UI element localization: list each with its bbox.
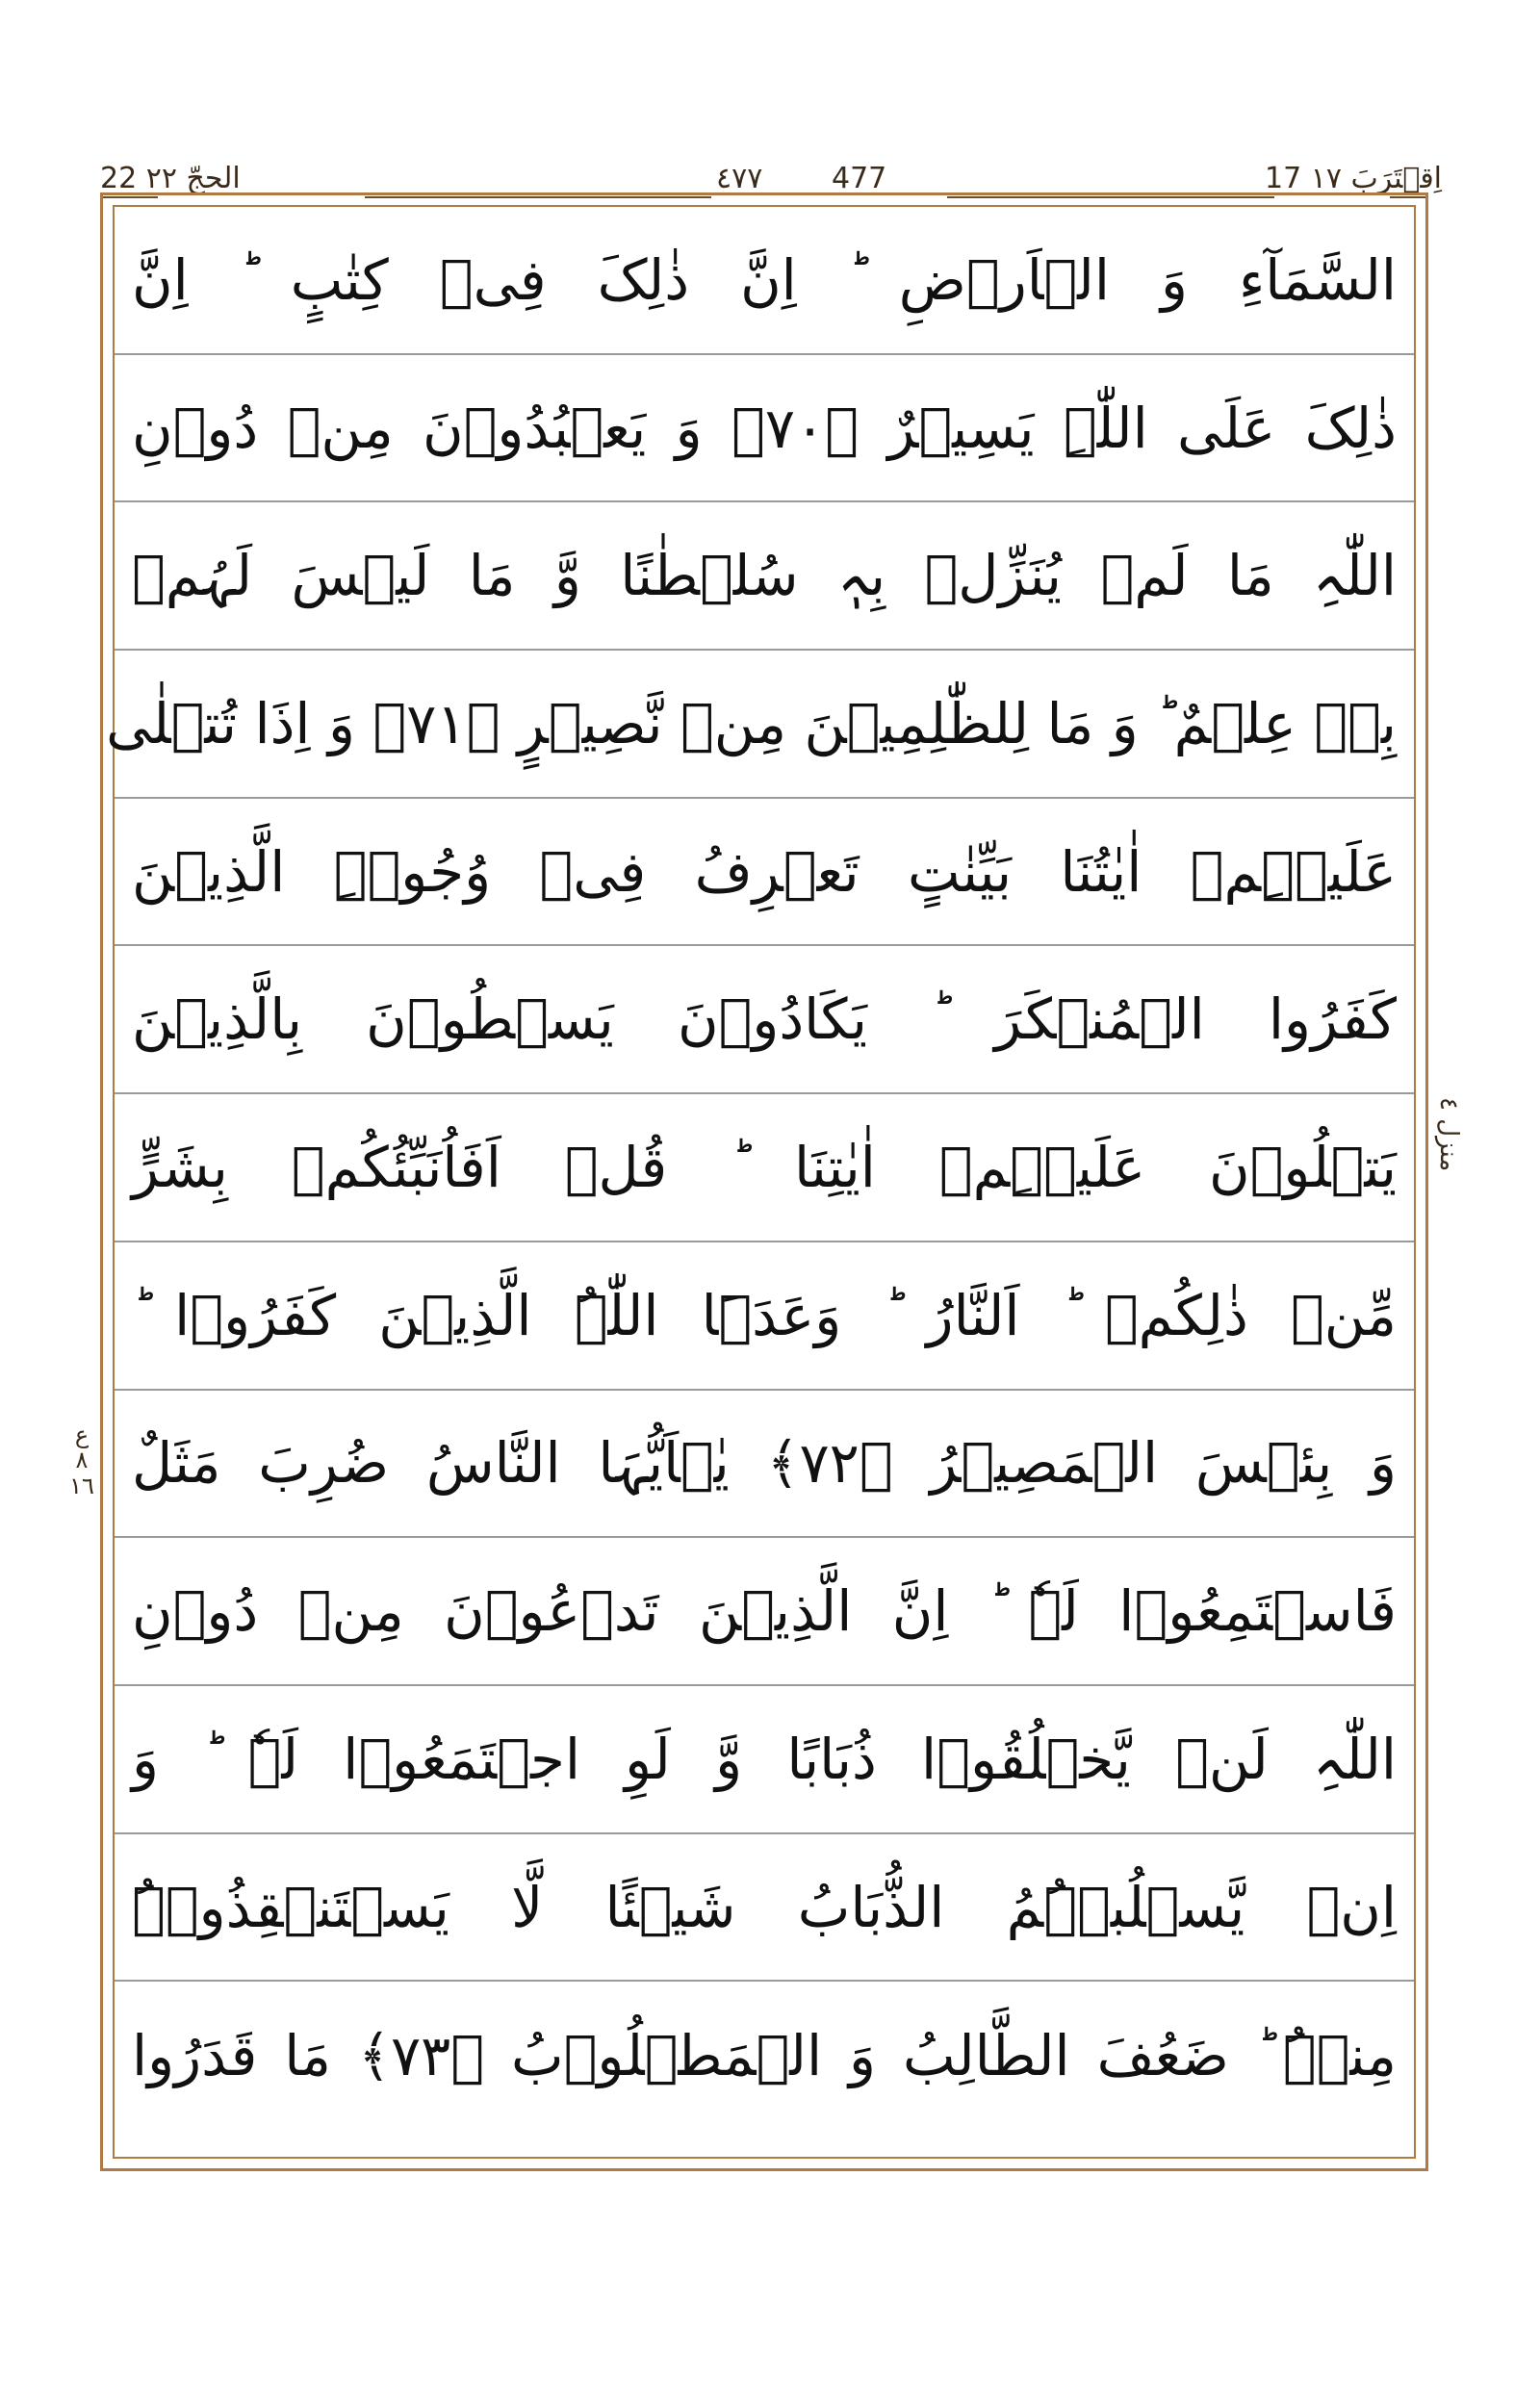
verse-line	[115, 947, 1414, 1095]
verse-line	[115, 1538, 1414, 1686]
verse-text: کَفَرُوا الۡمُنۡکَرَ ؕ یَکَادُوۡنَ یَسۡطُوۡنَ بِالَّذِیۡنَ	[132, 986, 1397, 1053]
verse-text: بِہٖ عِلۡمٌ ؕ وَ مَا لِلظّٰلِمِیۡنَ مِنۡ نَّصِیۡرٍ ﴿۷۱﴾ وَ اِذَا تُتۡلٰی	[106, 690, 1397, 756]
header-surah-name: 22 الحجّ ٢٢	[100, 162, 241, 195]
manzil-marker: منزل ٤	[1434, 1097, 1463, 1172]
verse-text: مِّنۡ ذٰلِکُمۡ ؕ اَلنَّارُ ؕ وَعَدَہَا اللّٰہُ الَّذِیۡنَ کَفَرُوۡا ؕ	[132, 1282, 1397, 1348]
text-area	[106, 205, 1416, 2159]
verse-line	[115, 1982, 1414, 2130]
verse-text: ذٰلِکَ عَلَی اللّٰہِ یَسِیۡرٌ ﴿۷۰﴾ وَ یَعۡبُدُوۡنَ مِنۡ دُوۡنِ	[132, 395, 1397, 461]
header-para-name: 17 اِقۡتَرَبَ ١٧	[1265, 162, 1443, 195]
verse-text: فَاسۡتَمِعُوۡا لَہٗ ؕ اِنَّ الَّذِیۡنَ تَدۡعُوۡنَ مِنۡ دُوۡنِ	[132, 1578, 1397, 1645]
verse-line	[115, 799, 1414, 947]
verse-text: وَ بِئۡسَ الۡمَصِیۡرُ ﴿۷۲﴾ یٰۤاَیُّہَا النَّاسُ ضُرِبَ مَثَلٌ	[132, 1430, 1397, 1497]
verse-text: السَّمَآءِ وَ الۡاَرۡضِ ؕ اِنَّ ذٰلِکَ فِیۡ کِتٰبٍ ؕ اِنَّ	[132, 246, 1397, 313]
verse-line	[115, 1242, 1414, 1391]
verse-line	[115, 1391, 1414, 1539]
verse-line	[115, 502, 1414, 651]
verse-line	[115, 207, 1414, 355]
ruku-marker: ع ٨ ١٦	[69, 1421, 94, 1499]
verse-line	[106, 651, 1414, 799]
verse-text: مِنۡہُ ؕ ضَعُفَ الطَّالِبُ وَ الۡمَطۡلُوۡبُ ﴿۷۳﴾ مَا قَدَرُوا	[132, 2023, 1397, 2089]
header-page-number: 477	[832, 162, 887, 195]
verse-text: اِنۡ یَّسۡلُبۡہُمُ الذُّبَابُ شَیۡئًا لَّا یَسۡتَنۡقِذُوۡہُ	[132, 1874, 1397, 1940]
verse-text: عَلَیۡہِمۡ اٰیٰتُنَا بَیِّنٰتٍ تَعۡرِفُ فِیۡ وُجُوۡہِ الَّذِیۡنَ	[132, 838, 1397, 905]
verse-line	[115, 355, 1414, 503]
verse-text: اللّٰہِ لَنۡ یَّخۡلُقُوۡا ذُبَابًا وَّ لَوِ اجۡتَمَعُوۡا لَہٗ ؕ وَ	[132, 1726, 1397, 1792]
verse-line	[115, 1094, 1414, 1242]
verse-line	[115, 1834, 1414, 1983]
verse-text: اللّٰہِ مَا لَمۡ یُنَزِّلۡ بِہٖ سُلۡطٰنًا وَّ مَا لَیۡسَ لَہُمۡ	[132, 543, 1397, 609]
verse-text: یَتۡلُوۡنَ عَلَیۡہِمۡ اٰیٰتِنَا ؕ قُلۡ اَفَاُنَبِّئُکُمۡ بِشَرٍّ	[132, 1135, 1397, 1201]
header-page-number-arabic: ٤٧٧	[716, 162, 763, 195]
verse-line	[115, 1686, 1414, 1834]
page-frame	[100, 192, 1428, 2171]
